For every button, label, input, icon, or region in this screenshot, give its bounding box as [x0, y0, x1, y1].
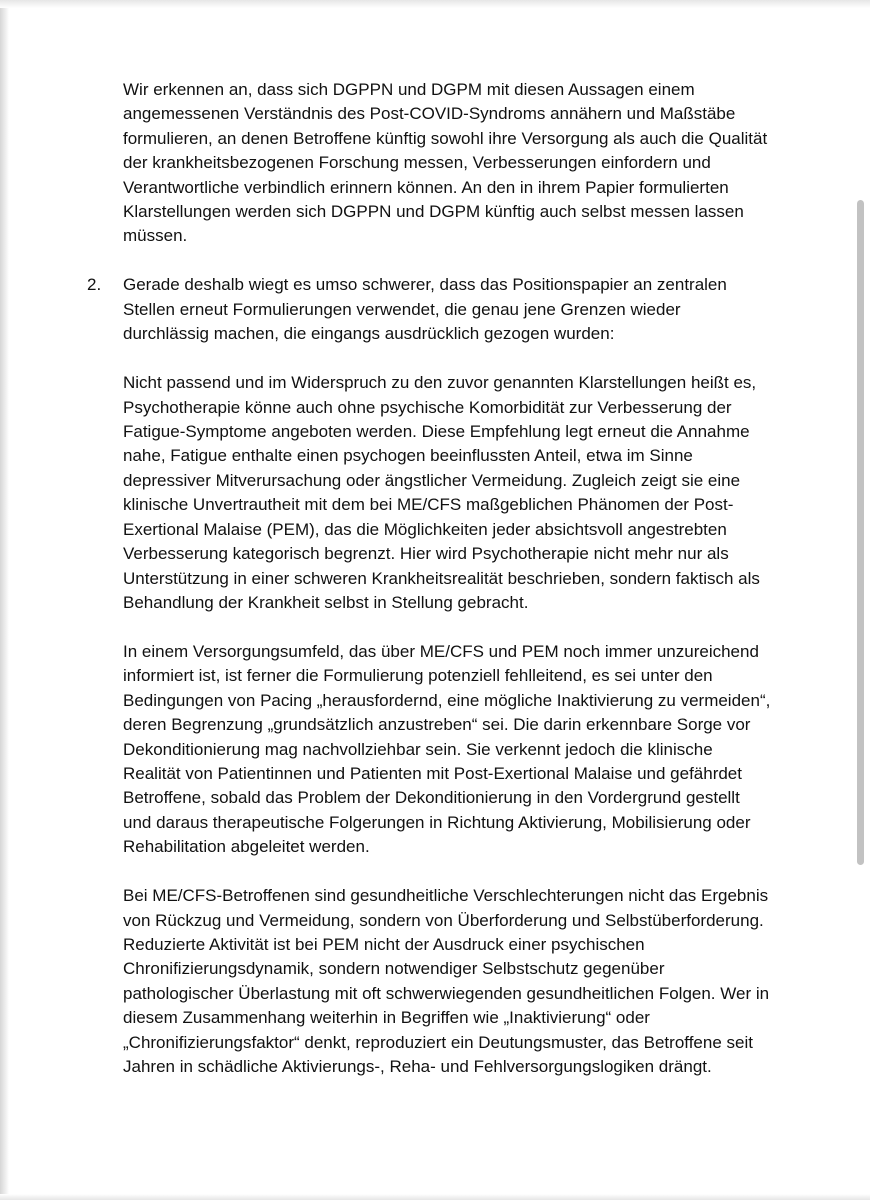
list-item-2: [87, 273, 803, 1079]
intro-paragraph: Wir erkennen an, dass sich DGPPN und DGPM mit diesen Aussagen einem angemessenen Verständnis des Post-COVID-Syndroms annähern und Maßstäbe formulieren, an denen Betroffene künftig sowohl ihre Versorgung als auch die Qualität der krankheitsbezogenen Forschung messen, Verbesserungen einfordern und Verantwortliche verbindlich erinnern können. An den in ihrem Papier formulierten Klarstellungen werden sich DGPPN und DGPM künftig auch selbst messen lassen müssen.: [123, 80, 768, 246]
paragraph-pem: Bei ME/CFS-Betroffenen sind gesundheitliche Verschlechterungen nicht das Ergebnis von Rückzug und Vermeidung, sondern von Überforderung und Selbstüberforderung. Reduzierte Aktivität ist bei PEM nicht der Ausdruck einer psychischen Chronifizierungsdynamik, sondern notwendiger Selbstschutz gegenüber pathologischer Überlastung mit oft schwerwiegenden gesundheitlichen Folgen. Wer in diesem Zusammenhang weiterhin in Begriffen wie „Inaktivierung“ oder „Chronifizierungsfaktor“ denkt, reproduziert ein Deutungsmuster, das Betroffene seit Jahren in schädliche Aktivierungs-, Reha- und Fehlversorgungslogiken drängt.: [123, 886, 770, 1076]
page-shadow-top: [0, 0, 870, 8]
list-number: 2.: [87, 275, 102, 295]
paragraph-psychotherapy: Nicht passend und im Widerspruch zu den zuvor genannten Klarstellungen heißt es, Psychotherapie könne auch ohne psychische Komorbidität zur Verbesserung der Fatigue-Symptome angeboten werden. Diese Empfehlung legt erneut die Annahme nahe, Fatigue enthalte einen psychogen beeinflussten Anteil, etwa im Sinne depressiver Mitverursachung oder ängstlicher Vermeidung. Zugleich zeigt sie eine klinische Unvertrautheit mit dem bei ME/CFS maßgeblichen Phänomen der Post- Exertional Malaise (PEM), das die Möglichkeiten jeder absichtsvoll angestrebten Verbesserung kategorisch begrenzt. Hier wird Psychotherapie nicht mehr nur als Unterstützung in einer schweren Krankheitsrealität beschrieben, sondern faktisch als Behandlung der Krankheit selbst in Stellung gebracht.: [123, 373, 760, 612]
page-shadow-bottom: [0, 1194, 870, 1200]
scrollbar-thumb[interactable]: [857, 200, 864, 865]
paragraph-pacing: In einem Versorgungsumfeld, das über ME/CFS und PEM noch immer unzureichend informiert ist, ist ferner die Formulierung potenziell fehlleitend, es sei unter den Bedingungen von Pacing „herausfordernd, eine mögliche Inaktivierung zu vermeiden“, deren Begrenzung „grundsätzlich anzustreben“ sei. Die darin erkennbare Sorge vor Dekonditionierung mag nachvollziehbar sein. Sie verkennt jedoch die klinische Realität von Patientinnen und Patienten mit Post-Exertional Malaise und gefährdet Betroffene, sobald das Problem der Dekonditionierung in den Vordergrund gestellt und daraus therapeutische Folgerungen in Richtung Aktivierung, Mobilisierung oder Rehabilitation abgeleitet werden.: [123, 641, 771, 857]
page-shadow-left: [0, 0, 9, 1200]
list-item-lead: Gerade deshalb wiegt es umso schwerer, dass das Positionspapier an zentralen Stellen erneut Formulierungen verwendet, die genau jene Grenzen wieder durchlässig machen, die eingangs ausdrücklich gezogen wurden:: [123, 275, 727, 344]
document-body: [87, 78, 803, 1079]
